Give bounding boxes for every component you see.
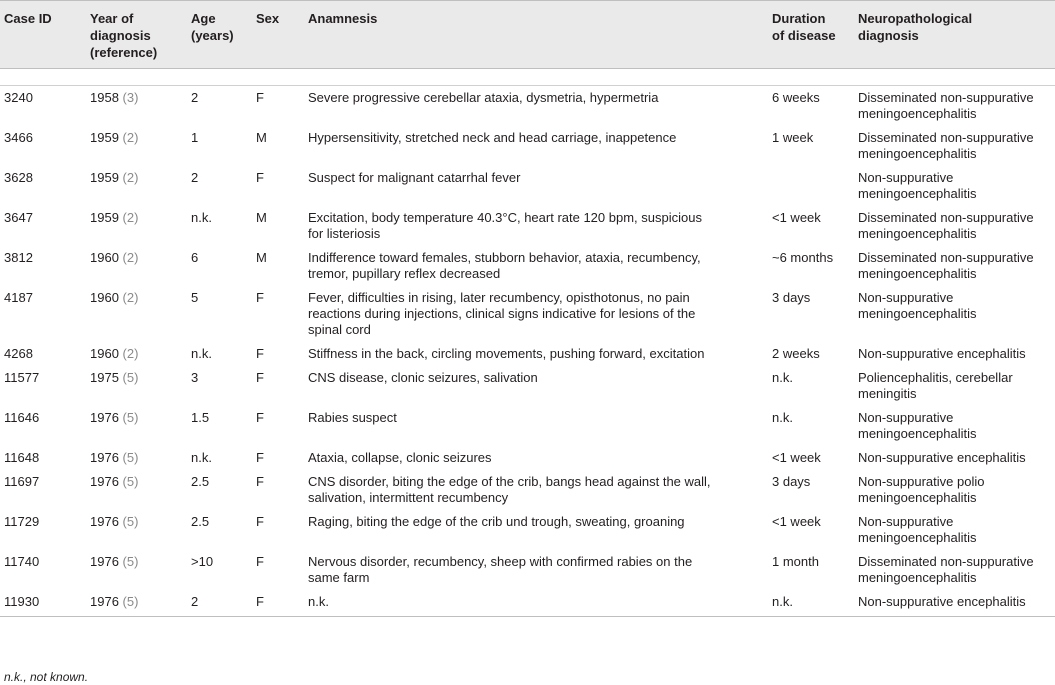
reference-link[interactable]: (2) (122, 210, 139, 225)
header-line: Sex (256, 11, 280, 26)
table-row (0, 590, 1055, 617)
cell-sex: M (256, 130, 267, 145)
year-value: 1960 (90, 250, 119, 265)
table-row (0, 246, 1055, 286)
cell-sex: F (256, 370, 264, 385)
anamnesis-line: Fever, difficulties in rising, later recumbency, opisthotonus, no pain (308, 290, 690, 305)
cell-duration: <1 week (772, 514, 821, 529)
cell-anamnesis (304, 126, 768, 166)
table-body (0, 86, 1055, 617)
diagnosis-line: meningoencephalitis (858, 306, 977, 321)
cell-anamnesis (304, 206, 768, 246)
table-row (0, 342, 1055, 366)
cell-case-id: 11729 (4, 514, 40, 529)
cell-anamnesis (304, 246, 768, 286)
header-diagnosis (854, 1, 1055, 69)
year-value: 1959 (90, 210, 119, 225)
diagnosis-line: Disseminated non-suppurative (858, 210, 1034, 225)
table-header (0, 1, 1055, 86)
cell-diagnosis (854, 446, 1055, 470)
cell-year (86, 286, 187, 342)
cell-year (86, 590, 187, 617)
cell-age: n.k. (191, 346, 212, 361)
cell-age: 2.5 (191, 514, 210, 529)
cell-age: 2 (191, 170, 199, 185)
table-footnote: n.k., not known. (4, 670, 89, 684)
anamnesis-line: n.k. (308, 594, 329, 609)
cell-diagnosis (854, 510, 1055, 550)
cell-duration: n.k. (772, 370, 793, 385)
anamnesis-line: Rabies suspect (308, 410, 397, 425)
year-value: 1976 (90, 594, 119, 609)
cell-age: n.k. (191, 450, 212, 465)
diagnosis-line: meningoencephalitis (858, 490, 977, 505)
cell-case-id: 3628 (4, 170, 33, 185)
cell-diagnosis (854, 550, 1055, 590)
table-row (0, 86, 1055, 127)
cell-sex: F (256, 90, 264, 105)
cell-duration: 6 weeks (772, 90, 820, 105)
diagnosis-line: meningoencephalitis (858, 226, 977, 241)
cell-diagnosis (854, 246, 1055, 286)
header-line: Case ID (4, 11, 52, 26)
cell-anamnesis (304, 406, 768, 446)
diagnosis-line: meningoencephalitis (858, 570, 977, 585)
cell-year (86, 510, 187, 550)
cell-age: >10 (191, 554, 214, 569)
diagnosis-line: Non-suppurative encephalitis (858, 346, 1026, 361)
year-value: 1975 (90, 370, 119, 385)
cell-anamnesis (304, 286, 768, 342)
anamnesis-line: same farm (308, 570, 370, 585)
cell-sex: F (256, 474, 264, 489)
cell-diagnosis (854, 342, 1055, 366)
diagnosis-line: Disseminated non-suppurative (858, 250, 1034, 265)
year-value: 1960 (90, 290, 119, 305)
anamnesis-line: Ataxia, collapse, clonic seizures (308, 450, 492, 465)
anamnesis-line: Severe progressive cerebellar ataxia, dysmetria, hypermetria (308, 90, 659, 105)
year-value: 1976 (90, 554, 119, 569)
cell-diagnosis (854, 126, 1055, 166)
anamnesis-line: Nervous disorder, recumbency, sheep with confirmed rabies on the (308, 554, 693, 569)
cell-diagnosis (854, 86, 1055, 127)
reference-link[interactable]: (2) (122, 290, 139, 305)
cell-case-id: 11930 (0, 590, 86, 617)
cell-sex: F (256, 290, 264, 305)
cell-anamnesis (304, 590, 768, 617)
header-line: Year of (90, 11, 134, 26)
diagnosis-line: meningoencephalitis (858, 426, 977, 441)
cell-year (86, 446, 187, 470)
table-row (0, 406, 1055, 446)
cell-diagnosis (854, 286, 1055, 342)
table-row (0, 166, 1055, 206)
diagnosis-line: Poliencephalitis, cerebellar (858, 370, 1013, 385)
cell-duration: 2 weeks (772, 346, 820, 361)
cell-age: 3 (191, 370, 199, 385)
cell-age: 2 (191, 90, 199, 105)
header-case-id (0, 1, 86, 69)
cell-case-id: 4268 (4, 346, 33, 361)
cell-age: 2 (187, 590, 252, 617)
cell-duration: ~6 months (772, 250, 834, 265)
cell-case-id: 3647 (4, 210, 33, 225)
cell-year (86, 366, 187, 406)
cell-case-id: 4187 (4, 290, 33, 305)
anamnesis-line: reactions during injections, clinical signs indicative for lesions of the (308, 306, 696, 321)
cell-sex: F (252, 590, 304, 617)
cell-sex: F (256, 514, 264, 529)
header-anamnesis (304, 1, 768, 69)
cell-sex: F (256, 170, 264, 185)
cell-duration: n.k. (772, 410, 793, 425)
header-age (187, 1, 252, 69)
cell-case-id: 11577 (4, 370, 40, 385)
cell-duration: n.k. (768, 590, 854, 617)
cell-sex: M (256, 210, 267, 225)
cell-case-id: 11648 (4, 450, 40, 465)
diagnosis-line: meningoencephalitis (858, 530, 977, 545)
reference-link[interactable]: (5) (122, 474, 139, 489)
diagnosis-line: Non-suppurative (858, 170, 954, 185)
cell-case-id: 11697 (4, 474, 40, 489)
year-value: 1976 (90, 514, 119, 529)
anamnesis-line: Raging, biting the edge of the crib und trough, sweating, groaning (308, 514, 685, 529)
cell-duration: <1 week (772, 210, 821, 225)
table-row (0, 550, 1055, 590)
cell-diagnosis (854, 406, 1055, 446)
header-line: (years) (191, 28, 234, 43)
cell-age: 1.5 (191, 410, 210, 425)
header-line: of disease (772, 28, 836, 43)
cell-anamnesis (304, 86, 768, 127)
reference-link[interactable]: (5) (122, 410, 139, 425)
table-row (0, 446, 1055, 470)
anamnesis-line: Stiffness in the back, circling movements, pushing forward, excitation (308, 346, 705, 361)
diagnosis-line: Disseminated non-suppurative (858, 130, 1034, 145)
diagnosis-line: Non-suppurative (858, 410, 954, 425)
cell-duration: 1 month (772, 554, 819, 569)
diagnosis-line: Disseminated non-suppurative (858, 554, 1034, 569)
diagnosis-line: Disseminated non-suppurative (858, 90, 1034, 105)
reference-link[interactable]: (5) (122, 554, 139, 569)
reference-link[interactable]: (5) (122, 370, 139, 385)
cell-anamnesis (304, 550, 768, 590)
table-row (0, 126, 1055, 166)
cell-year (86, 342, 187, 366)
cell-sex: F (256, 450, 264, 465)
cell-anamnesis (304, 510, 768, 550)
cell-diagnosis (854, 590, 1055, 617)
header-line: diagnosis (858, 28, 919, 43)
diagnosis-line: Non-suppurative encephalitis (858, 450, 1026, 465)
diagnosis-line: meningoencephalitis (858, 186, 977, 201)
cell-year (86, 470, 187, 510)
reference-link[interactable]: (5) (122, 514, 139, 529)
cell-anamnesis (304, 166, 768, 206)
cell-duration: 3 days (772, 290, 811, 305)
header-line: Duration (772, 11, 826, 26)
cell-year (86, 246, 187, 286)
diagnosis-line: Non-suppurative encephalitis (858, 594, 1026, 609)
reference-link[interactable]: (2) (122, 346, 139, 361)
anamnesis-line: for listeriosis (308, 226, 381, 241)
year-value: 1960 (90, 346, 119, 361)
header-line: Age (191, 11, 216, 26)
header-line: Neuropathological (858, 11, 973, 26)
cell-age: 6 (191, 250, 199, 265)
year-value: 1976 (90, 410, 119, 425)
cell-sex: M (256, 250, 267, 265)
header-line: diagnosis (90, 28, 151, 43)
cell-year (86, 550, 187, 590)
cell-sex: F (256, 410, 264, 425)
cell-anamnesis (304, 342, 768, 366)
reference-link[interactable]: (2) (122, 170, 139, 185)
year-value: 1959 (90, 130, 119, 145)
anamnesis-line: Hypersensitivity, stretched neck and head carriage, inappetence (308, 130, 677, 145)
cell-case-id: 11740 (4, 554, 40, 569)
cell-diagnosis (854, 166, 1055, 206)
cell-duration (768, 166, 854, 206)
cell-duration: <1 week (772, 450, 821, 465)
reference-link[interactable]: (5) (122, 450, 139, 465)
cell-sex: F (256, 554, 264, 569)
table-row (0, 286, 1055, 342)
anamnesis-line: salivation, intermittent recumbency (308, 490, 509, 505)
anamnesis-line: Indifference toward females, stubborn behavior, ataxia, recumbency, (308, 250, 701, 265)
reference-link[interactable]: (5) (122, 594, 139, 609)
header-sex (252, 1, 304, 69)
diagnosis-line: meningoencephalitis (858, 266, 977, 281)
cell-anamnesis (304, 366, 768, 406)
cell-year (86, 206, 187, 246)
cell-case-id: 3240 (4, 90, 33, 105)
cell-age: 2.5 (191, 474, 210, 489)
anamnesis-line: CNS disease, clonic seizures, salivation (308, 370, 538, 385)
cell-case-id: 3466 (4, 130, 33, 145)
year-value: 1958 (90, 90, 119, 105)
diagnosis-line: Non-suppurative polio (858, 474, 985, 489)
diagnosis-line: meningoencephalitis (858, 146, 977, 161)
cell-year (86, 126, 187, 166)
header-duration (768, 1, 854, 69)
cell-sex: F (256, 346, 264, 361)
diagnosis-line: Non-suppurative (858, 514, 954, 529)
cell-case-id: 11646 (4, 410, 40, 425)
cell-case-id: 3812 (4, 250, 33, 265)
table-row (0, 470, 1055, 510)
header-year (86, 1, 187, 69)
table-row (0, 206, 1055, 246)
reference-link[interactable]: (3) (122, 90, 139, 105)
reference-link[interactable]: (2) (122, 250, 139, 265)
anamnesis-line: Suspect for malignant catarrhal fever (308, 170, 521, 185)
year-value: 1976 (90, 450, 119, 465)
cell-duration: 3 days (772, 474, 811, 489)
anamnesis-line: spinal cord (308, 322, 371, 337)
cell-age: 5 (191, 290, 199, 305)
diagnosis-line: meningoencephalitis (858, 106, 977, 121)
year-value: 1976 (90, 474, 119, 489)
diagnosis-line: Non-suppurative (858, 290, 954, 305)
reference-link[interactable]: (2) (122, 130, 139, 145)
cell-age: 1 (191, 130, 199, 145)
cell-year (86, 86, 187, 127)
cell-diagnosis (854, 206, 1055, 246)
cell-anamnesis (304, 470, 768, 510)
cell-year (86, 166, 187, 206)
cell-duration: 1 week (772, 130, 814, 145)
header-line: (reference) (90, 45, 158, 60)
table-row (0, 366, 1055, 406)
cell-diagnosis (854, 366, 1055, 406)
header-row (0, 1, 1055, 69)
cell-diagnosis (854, 470, 1055, 510)
cell-anamnesis (304, 446, 768, 470)
anamnesis-line: CNS disorder, biting the edge of the crib, bangs head against the wall, (308, 474, 711, 489)
cell-age: n.k. (191, 210, 212, 225)
header-line: Anamnesis (308, 11, 378, 26)
table-row (0, 510, 1055, 550)
diagnosis-line: meningitis (858, 386, 917, 401)
cell-year (86, 406, 187, 446)
anamnesis-line: Excitation, body temperature 40.3°C, heart rate 120 bpm, suspicious (308, 210, 702, 225)
year-value: 1959 (90, 170, 119, 185)
anamnesis-line: tremor, pupillary reflex decreased (308, 266, 501, 281)
